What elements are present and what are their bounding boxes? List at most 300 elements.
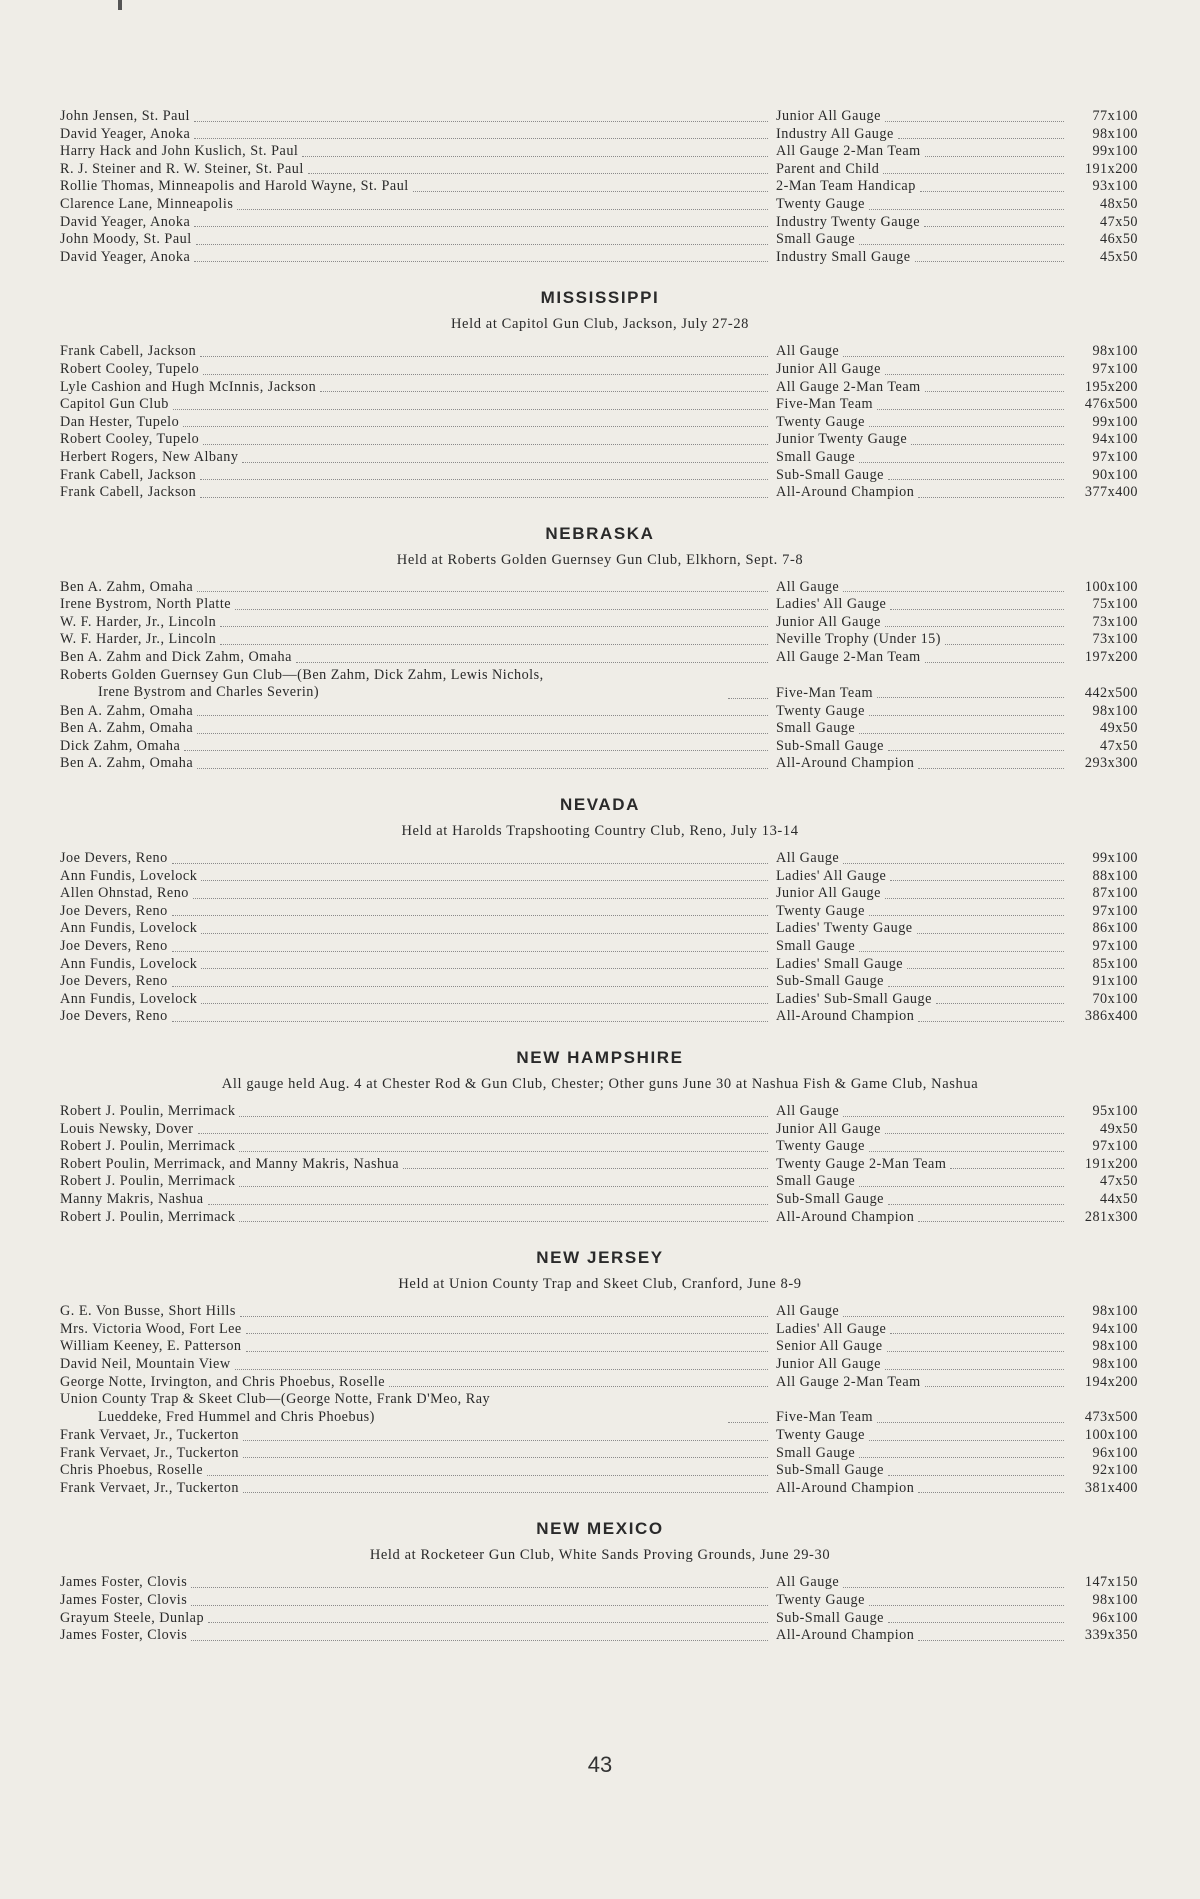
dot-leader [194,108,768,122]
score: 191x200 [1084,1155,1138,1172]
winner-name: Frank Cabell, Jackson [60,467,770,485]
dot-leader [920,178,1064,192]
winner-name: Robert Poulin, Merrimack, and Manny Makris, Nashua [60,1156,770,1174]
dot-leader [925,143,1064,157]
dot-leader [413,178,768,192]
result-row [60,903,1140,921]
event-name: Sub-Small Gauge [776,1191,1066,1209]
dot-leader [859,938,1064,952]
score: 476x500 [1084,396,1138,413]
dot-leader [172,973,768,987]
dot-leader [925,1374,1064,1388]
winner-name: G. E. Von Busse, Short Hills [60,1303,770,1321]
winner-name: Robert J. Poulin, Merrimack [60,1209,770,1227]
dot-leader [888,973,1064,987]
event-name: All Gauge 2-Man Team [776,649,1066,667]
winner-name-line1: Union County Trap & Skeet Club—(George Notte, Frank D'Meo, Ray [60,1391,491,1408]
event-name: Small Gauge [776,720,1066,738]
score: 44x50 [1100,1190,1138,1207]
event-name: Neville Trophy (Under 15) [776,631,1066,649]
dot-leader [197,755,768,769]
result-row [60,738,1140,756]
winner-name: Louis Newsky, Dover [60,1121,770,1139]
winner-name: Grayum Steele, Dunlap [60,1610,770,1628]
dot-leader [191,1574,768,1588]
dot-leader [172,938,768,952]
score: 88x100 [1092,867,1138,884]
dot-leader [869,414,1064,428]
result-row [60,361,1140,379]
winner-name: Ann Fundis, Lovelock [60,956,770,974]
dot-leader [194,126,768,140]
dot-leader [207,1462,768,1476]
result-row [60,649,1140,667]
dot-leader [235,1356,768,1370]
results-page [60,108,1140,1645]
held-at-line: Held at Capitol Gun Club, Jackson, July 27-28 [450,316,750,333]
score: 99x100 [1092,413,1138,430]
result-row [60,1462,1140,1480]
result-row [60,1173,1140,1191]
state-heading: NEW JERSEY [536,1248,664,1268]
event-name: Junior All Gauge [776,1356,1066,1374]
winner-name: James Foster, Clovis [60,1592,770,1610]
winner-name: Ben A. Zahm, Omaha [60,720,770,738]
score: 98x100 [1092,1355,1138,1372]
dot-leader [201,991,768,1005]
winner-name-line1: Roberts Golden Guernsey Gun Club—(Ben Zahm, Dick Zahm, Lewis Nichols, [60,666,544,683]
score: 293x300 [1084,755,1138,772]
score: 97x100 [1092,1138,1138,1155]
score: 94x100 [1092,1320,1138,1337]
dot-leader [320,379,768,393]
dot-leader [869,903,1064,917]
score: 442x500 [1084,684,1138,701]
score: 97x100 [1092,360,1138,377]
winner-name: Rollie Thomas, Minneapolis and Harold Wayne, St. Paul [60,178,770,196]
score: 94x100 [1092,431,1138,448]
result-row [60,579,1140,597]
result-row [60,379,1140,397]
event-name: All Gauge [776,343,1066,361]
winner-name: Frank Vervaet, Jr., Tuckerton [60,1445,770,1463]
result-row [60,1103,1140,1121]
result-row [60,431,1140,449]
winner-name: Dan Hester, Tupelo [60,414,770,432]
dot-leader [869,1427,1064,1441]
result-row [60,631,1140,649]
state-heading: NEVADA [559,795,641,815]
winner-name: Robert J. Poulin, Merrimack [60,1173,770,1191]
event-name: Industry Twenty Gauge [776,214,1066,232]
event-name: Ladies' All Gauge [776,1321,1066,1339]
dot-leader [243,1480,768,1494]
result-row [60,343,1140,361]
dot-leader [890,868,1064,882]
dot-leader [918,1209,1064,1223]
dot-leader [198,1121,769,1135]
result-row [60,973,1140,991]
score: 48x50 [1100,195,1138,212]
winner-name: Frank Vervaet, Jr., Tuckerton [60,1480,770,1498]
score: 98x100 [1092,702,1138,719]
score: 92x100 [1092,1462,1138,1479]
event-name: Small Gauge [776,231,1066,249]
winner-name: Ann Fundis, Lovelock [60,991,770,1009]
dot-leader [243,1427,768,1441]
result-row [60,484,1140,502]
winner-name: R. J. Steiner and R. W. Steiner, St. Paul [60,161,770,179]
result-row [60,414,1140,432]
event-name: Sub-Small Gauge [776,1462,1066,1480]
dot-leader [843,1574,1064,1588]
dot-leader [240,1303,768,1317]
event-name: Twenty Gauge [776,414,1066,432]
result-row [60,1445,1140,1463]
result-row [60,596,1140,614]
dot-leader [859,449,1064,463]
score: 73x100 [1092,631,1138,648]
score: 98x100 [1092,1303,1138,1320]
winner-name: W. F. Harder, Jr., Lincoln [60,631,770,649]
winner-name: John Moody, St. Paul [60,231,770,249]
dot-leader [859,1445,1064,1459]
score: 98x100 [1092,125,1138,142]
dot-leader [869,703,1064,717]
dot-leader [200,484,768,498]
dot-leader [203,361,768,375]
event-name: All-Around Champion [776,755,1066,773]
event-name: Small Gauge [776,1445,1066,1463]
score: 147x150 [1084,1574,1138,1591]
result-row [60,396,1140,414]
event-name: Parent and Child [776,161,1066,179]
score: 73x100 [1092,613,1138,630]
score: 75x100 [1092,596,1138,613]
dot-leader [728,1409,768,1423]
dot-leader [239,1209,768,1223]
winner-name: Manny Makris, Nashua [60,1191,770,1209]
winner-name: George Notte, Irvington, and Chris Phoebus, Roselle [60,1374,770,1392]
dot-leader [843,850,1064,864]
held-at-line: All gauge held Aug. 4 at Chester Rod & Gun Club, Chester; Other guns June 30 at Nashua Fish & Game Club, Nashua [221,1075,979,1092]
result-row [60,467,1140,485]
score: 95x100 [1092,1102,1138,1119]
result-row [60,1338,1140,1356]
dot-leader [911,431,1064,445]
dot-leader [184,738,768,752]
score: 90x100 [1092,466,1138,483]
result-row [60,1627,1140,1645]
winner-name: Capitol Gun Club [60,396,770,414]
winner-name: Ben A. Zahm, Omaha [60,703,770,721]
dot-leader [296,649,768,663]
score: 98x100 [1092,1592,1138,1609]
event-name: Sub-Small Gauge [776,973,1066,991]
score: 100x100 [1084,578,1138,595]
event-name: Senior All Gauge [776,1338,1066,1356]
winner-name-line2: Irene Bystrom and Charles Severin) [98,684,320,701]
result-row [60,1427,1140,1445]
winner-name: Robert J. Poulin, Merrimack [60,1138,770,1156]
event-name: Sub-Small Gauge [776,467,1066,485]
winner-name: David Yeager, Anoka [60,249,770,267]
dot-leader [918,755,1064,769]
result-row [60,755,1140,773]
dot-leader [197,703,768,717]
dot-leader [950,1156,1064,1170]
result-row [60,108,1140,126]
dot-leader [203,431,768,445]
score: 97x100 [1092,902,1138,919]
winner-name: Joe Devers, Reno [60,850,770,868]
score: 47x50 [1100,213,1138,230]
score: 96x100 [1092,1609,1138,1626]
event-name: Industry All Gauge [776,126,1066,144]
event-name: All-Around Champion [776,1480,1066,1498]
winner-name: Joe Devers, Reno [60,938,770,956]
dot-leader [196,231,768,245]
result-row [60,449,1140,467]
event-name: Small Gauge [776,938,1066,956]
dot-leader [208,1191,768,1205]
winner-name: Joe Devers, Reno [60,973,770,991]
dot-leader [200,467,768,481]
dot-leader [201,868,768,882]
dot-leader [924,214,1064,228]
winner-name: John Jensen, St. Paul [60,108,770,126]
result-row [60,231,1140,249]
state-heading: MISSISSIPPI [540,288,660,308]
event-name: All Gauge 2-Man Team [776,143,1066,161]
winner-name: James Foster, Clovis [60,1574,770,1592]
result-row [60,1303,1140,1321]
score: 70x100 [1092,990,1138,1007]
winner-name: W. F. Harder, Jr., Lincoln [60,614,770,632]
event-name: All Gauge 2-Man Team [776,379,1066,397]
dot-leader [887,1338,1064,1352]
event-name: All-Around Champion [776,1209,1066,1227]
winner-name: Robert Cooley, Tupelo [60,361,770,379]
event-name: Sub-Small Gauge [776,1610,1066,1628]
event-name: Twenty Gauge [776,1138,1066,1156]
dot-leader [918,484,1064,498]
result-row [60,1121,1140,1139]
result-row [60,178,1140,196]
dot-leader [246,1338,768,1352]
dot-leader [869,1592,1064,1606]
dot-leader [243,1445,768,1459]
held-at-line: Held at Harolds Trapshooting Country Club, Reno, July 13-14 [401,823,799,840]
event-name: Twenty Gauge [776,703,1066,721]
result-row [60,1391,1140,1427]
held-at-line: Held at Roberts Golden Guernsey Gun Club, Elkhorn, Sept. 7-8 [396,551,804,568]
dot-leader [172,903,768,917]
dot-leader [197,579,768,593]
score: 100x100 [1084,1427,1138,1444]
event-name: All Gauge [776,579,1066,597]
dot-leader [907,956,1064,970]
score: 339x350 [1084,1627,1138,1644]
winner-name: Ann Fundis, Lovelock [60,920,770,938]
dot-leader [859,1173,1064,1187]
event-name: Five-Man Team [776,1409,1066,1427]
event-name: Junior All Gauge [776,614,1066,632]
event-name: All Gauge [776,1303,1066,1321]
event-name: 2-Man Team Handicap [776,178,1066,196]
score: 195x200 [1084,378,1138,395]
dot-leader [193,885,768,899]
result-row [60,143,1140,161]
dot-leader [888,1462,1064,1476]
dot-leader [239,1173,768,1187]
dot-leader [302,143,768,157]
score: 473x500 [1084,1409,1138,1426]
state-heading: NEW HAMPSHIRE [516,1047,684,1067]
dot-leader [918,1627,1064,1641]
result-row [60,1356,1140,1374]
score: 377x400 [1084,484,1138,501]
dot-leader [172,1008,768,1022]
event-name: Ladies' Small Gauge [776,956,1066,974]
event-name: Industry Small Gauge [776,249,1066,267]
event-name: Five-Man Team [776,685,1066,703]
dot-leader [389,1374,768,1388]
score: 98x100 [1092,343,1138,360]
score: 194x200 [1084,1373,1138,1390]
event-name: All Gauge 2-Man Team [776,1374,1066,1392]
scan-mark [118,0,122,10]
dot-leader [237,196,768,210]
event-name: Small Gauge [776,1173,1066,1191]
score: 97x100 [1092,448,1138,465]
dot-leader [728,685,768,699]
winner-name: Clarence Lane, Minneapolis [60,196,770,214]
event-name: Ladies' Twenty Gauge [776,920,1066,938]
event-name: Twenty Gauge 2-Man Team [776,1156,1066,1174]
dot-leader [869,1138,1064,1152]
winner-name-line2: Lueddeke, Fred Hummel and Chris Phoebus) [98,1408,375,1425]
winner-name: Herbert Rogers, New Albany [60,449,770,467]
result-row [60,1209,1140,1227]
dot-leader [888,738,1064,752]
winner-name: Ben A. Zahm, Omaha [60,755,770,773]
held-at-line: Held at Rocketeer Gun Club, White Sands Proving Grounds, June 29-30 [369,1547,831,1564]
dot-leader [843,1303,1064,1317]
score: 98x100 [1092,1338,1138,1355]
dot-leader [242,449,768,463]
result-row [60,126,1140,144]
dot-leader [172,850,768,864]
event-name: Twenty Gauge [776,196,1066,214]
event-name: Five-Man Team [776,396,1066,414]
score: 96x100 [1092,1444,1138,1461]
event-name: Twenty Gauge [776,903,1066,921]
result-row [60,667,1140,703]
score: 87x100 [1092,885,1138,902]
winner-name: Dick Zahm, Omaha [60,738,770,756]
result-row [60,196,1140,214]
winner-name: Lyle Cashion and Hugh McInnis, Jackson [60,379,770,397]
result-row [60,1191,1140,1209]
result-row [60,1592,1140,1610]
dot-leader [869,196,1064,210]
result-row [60,920,1140,938]
result-row [60,1610,1140,1628]
dot-leader [918,1480,1064,1494]
result-row [60,1574,1140,1592]
dot-leader [239,1103,768,1117]
winner-name: Robert Cooley, Tupelo [60,431,770,449]
winner-name: David Yeager, Anoka [60,214,770,232]
score: 85x100 [1092,955,1138,972]
event-name: Twenty Gauge [776,1592,1066,1610]
result-row [60,614,1140,632]
dot-leader [859,231,1064,245]
dot-leader [194,214,768,228]
dot-leader [885,108,1064,122]
dot-leader [885,1121,1064,1135]
result-row [60,1008,1140,1026]
winner-name: Irene Bystrom, North Platte [60,596,770,614]
dot-leader [183,414,768,428]
event-name: All-Around Champion [776,484,1066,502]
score: 281x300 [1084,1208,1138,1225]
dot-leader [890,596,1064,610]
dot-leader [925,649,1064,663]
score: 47x50 [1100,737,1138,754]
event-name: Junior Twenty Gauge [776,431,1066,449]
winner-name: Harry Hack and John Kuslich, St. Paul [60,143,770,161]
dot-leader [888,467,1064,481]
dot-leader [843,1103,1064,1117]
dot-leader [197,720,768,734]
dot-leader [191,1627,768,1641]
score: 91x100 [1092,973,1138,990]
event-name: All Gauge [776,850,1066,868]
winner-name: Joe Devers, Reno [60,1008,770,1026]
event-name: Ladies' Sub-Small Gauge [776,991,1066,1009]
dot-leader [235,596,768,610]
dot-leader [859,720,1064,734]
winner-name: Frank Cabell, Jackson [60,484,770,502]
result-row [60,938,1140,956]
result-row [60,161,1140,179]
score: 97x100 [1092,938,1138,954]
winner-name: Frank Vervaet, Jr., Tuckerton [60,1427,770,1445]
winner-name: Mrs. Victoria Wood, Fort Lee [60,1321,770,1339]
dot-leader [843,343,1064,357]
score: 77x100 [1092,108,1138,124]
score: 49x50 [1100,720,1138,737]
winner-name: Frank Cabell, Jackson [60,343,770,361]
result-row [60,720,1140,738]
score: 47x50 [1100,1173,1138,1190]
result-row [60,214,1140,232]
dot-leader [898,126,1064,140]
page-number: 43 [587,1752,613,1777]
result-row [60,1138,1140,1156]
result-row [60,850,1140,868]
result-row [60,1156,1140,1174]
score: 99x100 [1092,143,1138,160]
dot-leader [885,1356,1064,1370]
dot-leader [200,343,768,357]
event-name: All-Around Champion [776,1627,1066,1645]
dot-leader [918,1008,1064,1022]
event-name: Twenty Gauge [776,1427,1066,1445]
dot-leader [883,161,1064,175]
